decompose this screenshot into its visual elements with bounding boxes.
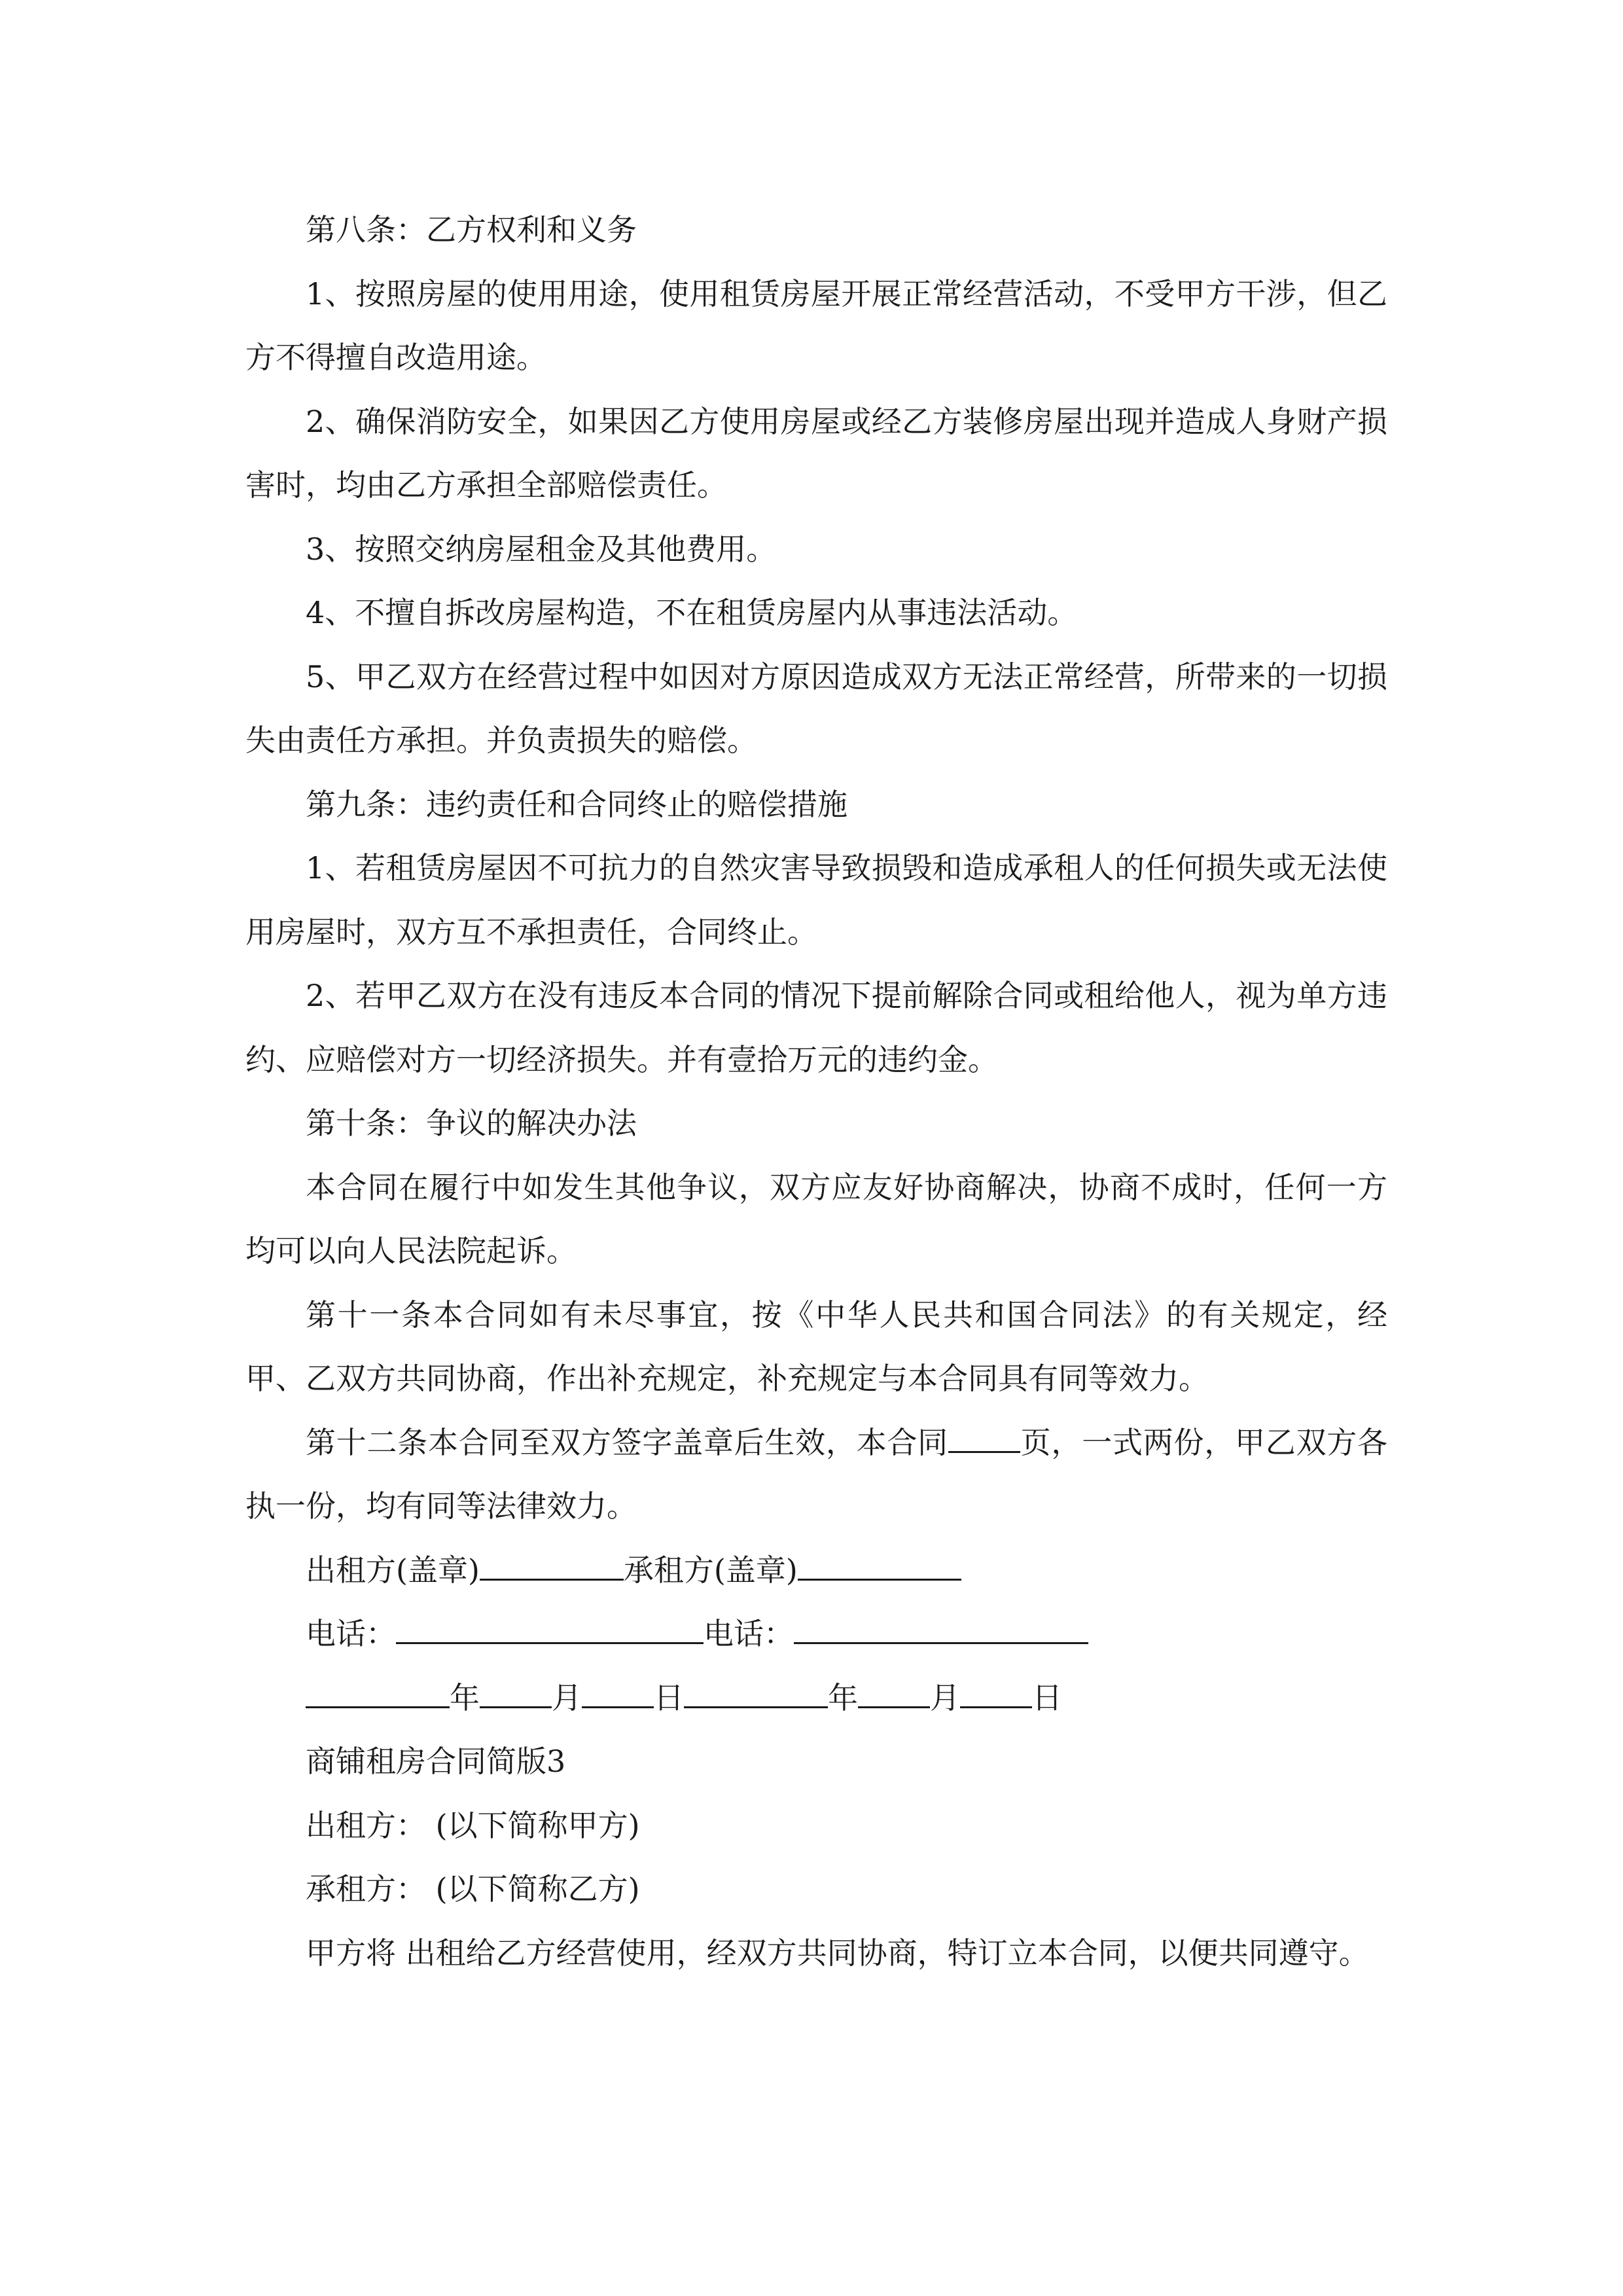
lessor-phone-blank	[396, 1613, 704, 1644]
article9-title: 第九条：违约责任和合同终止的赔偿措施	[306, 786, 847, 822]
article8-item2: 2、确保消防安全，如果因乙方使用房屋或经乙方装修房屋出现并造成人身财产损害时，均由乙方承担全部赔偿责任。	[245, 403, 1387, 503]
signature-line	[245, 1539, 1387, 1603]
phone-line	[245, 1602, 1387, 1666]
date-line	[245, 1666, 1387, 1731]
article12-part1: 第十二条本合同至双方签字盖章后生效，本合同	[306, 1424, 948, 1460]
article8-title: 第八条：乙方权利和义务	[306, 212, 637, 247]
lessor-phone-label: 电话：	[306, 1616, 396, 1651]
lessor-year-label: 年	[450, 1679, 480, 1715]
lessee-seal-label: 承租方(盖章)	[623, 1552, 798, 1588]
lessor-day-blank	[582, 1677, 654, 1708]
lessor-seal-blank	[480, 1550, 624, 1581]
lessor-day-label: 日	[654, 1679, 684, 1715]
lessor-seal-label: 出租方(盖章)	[306, 1552, 480, 1588]
article8-item5: 5、甲乙双方在经营过程中如因对方原因造成双方无法正常经营，所带来的一切损失由责任方承担。并负责损失的赔偿。	[245, 658, 1387, 758]
lessee-seal-blank	[798, 1550, 961, 1581]
article9-item2: 2、若甲乙双方在没有违反本合同的情况下提前解除合同或租给他人，视为单方违约、应赔偿对方一切经济损失。并有壹拾万元的违约金。	[245, 978, 1387, 1077]
lessee-day-label: 日	[1032, 1679, 1062, 1715]
lessee-phone-label: 电话：	[704, 1616, 794, 1651]
article10-body: 本合同在履行中如发生其他争议，双方应友好协商解决，协商不成时，任何一方均可以向人民法院起诉。	[245, 1169, 1387, 1268]
lessee-month-label: 月	[930, 1679, 960, 1715]
lessee-month-blank	[858, 1677, 930, 1708]
lessor-month-label: 月	[552, 1679, 582, 1715]
article12-body	[245, 1411, 1387, 1539]
lessor-month-blank	[480, 1677, 552, 1708]
next-contract-lessor: 出租方： (以下简称甲方)	[306, 1807, 640, 1843]
lessor-year-blank	[306, 1677, 450, 1708]
article9-item1: 1、若租赁房屋因不可抗力的自然灾害导致损毁和造成承租人的任何损失或无法使用房屋时，双方互不承担责任，合同终止。	[245, 850, 1387, 950]
article10-title: 第十条：争议的解决办法	[306, 1105, 637, 1141]
article12-part2: 页，一式两份，甲乙双方各执一份，均有同等法律效力。	[245, 1424, 1388, 1524]
next-contract-intro: 甲方将 出租给乙方经营使用，经双方共同协商，特订立本合同，以便共同遵守。	[306, 1935, 1369, 1971]
lessee-year-blank	[684, 1677, 828, 1708]
page-count-blank	[948, 1422, 1020, 1453]
article11-body: 第十一条本合同如有未尽事宜，按《中华人民共和国合同法》的有关规定，经甲、乙双方共同协商，作出补充规定，补充规定与本合同具有同等效力。	[245, 1297, 1387, 1396]
lessee-day-blank	[960, 1677, 1032, 1708]
lessee-year-label: 年	[828, 1679, 858, 1715]
article8-item1: 1、按照房屋的使用用途，使用租赁房屋开展正常经营活动，不受甲方干涉，但乙方不得擅自改造用途。	[245, 276, 1387, 375]
article8-item4: 4、不擅自拆改房屋构造，不在租赁房屋内从事违法活动。	[306, 595, 1078, 630]
article8-item3: 3、按照交纳房屋租金及其他费用。	[306, 531, 777, 567]
lessee-phone-blank	[794, 1613, 1088, 1644]
next-contract-title: 商铺租房合同简版3	[306, 1744, 566, 1779]
next-contract-lessee: 承租方： (以下简称乙方)	[306, 1871, 640, 1907]
document-body	[245, 198, 1387, 1985]
